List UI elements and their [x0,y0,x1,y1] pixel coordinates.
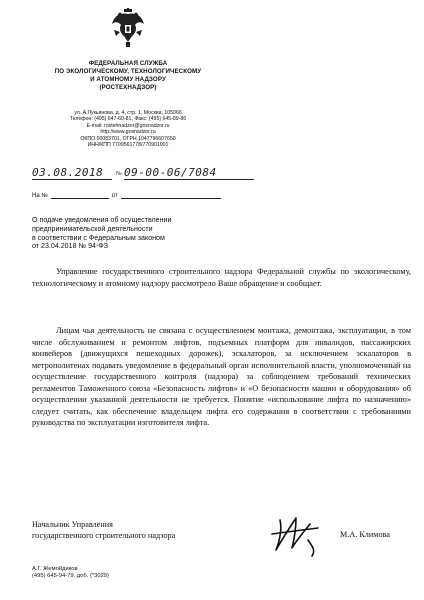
signatory-position-line: государственного строительного надзора [32,531,176,540]
registration-number: 09-00-06/7084 [124,166,254,180]
organization-contacts [38,110,218,148]
subject-line: О подаче уведомления об осуществлении [32,216,172,224]
contact-phone: Телефон: (495) 647-60-81, Факс: (495) 645-89-86 [69,116,187,123]
coat-of-arms-icon [110,8,146,48]
contact-address: ул. А.Лукьянова, д. 4, стр. 1, Москва, 105066 [74,110,182,116]
letter-subject [32,216,232,251]
contact-inn: ИНН/КПП 7709561778/770901001 [87,142,169,149]
org-line: (РОСТЕХНАДЗОР) [99,84,157,91]
body-paragraph-intro: Управление государственного строительного надзора Федеральной службы по экологическому, технологическому и атомному надзору рассмотрело Ваше обращение и сообщает. [32,267,411,288]
signatory-position [32,519,175,541]
subject-line: в соответствии с Федеральным законом [32,233,165,242]
registration-number-mark: № [116,171,122,177]
contact-website: http://www.gosnadzor.ru [100,129,156,136]
org-line: ПО ЭКОЛОГИЧЕСКОМУ, ТЕХНОЛОГИЧЕСКОМУ [54,68,202,75]
organization-name [38,60,218,92]
body-paragraph-main: Лицам чья деятельность не связана с осуществлением монтажа, демонтажа, эксплуатации, в том числе обслуживанием и ремонтом лифтов, подъемных платформ для инвалидов, пассажирских конвейеров (движущихся пешеходных дорожек), эскалаторов, за исключением эскалаторов в метрополитенах подавать уведомление в федеральный орган исполнительной власти, уполномоченный на осуществление государственного контроля (надзора) за соблюдением требований технических регламентов Таможенного союза «Безопасность лифтов» и «О безопасности машин и оборудования» об осуществлении указанной деятельности не требуется. Понятие «использование лифта по назначению» следует считать, как обеспечение владельцем лифта его содержания в соответствии с требованиями руководства по эксплуатации изготовителя лифта. [32,326,411,428]
subject-line: предпринимательской деятельности [32,224,153,233]
reference-no-blank [51,192,109,199]
signatory-position-line: Начальник Управления [32,520,113,529]
executor-phone: (495) 645-94-79, доб. (*3029) [32,573,109,580]
reference-line [32,192,221,199]
org-line: И АТОМНОМУ НАДЗОРУ [90,76,166,83]
contact-okpo: ОКПО 00083701, ОГРН 1047796607650 [80,135,176,142]
reference-from-label: от [111,193,118,199]
handwritten-signature [262,510,334,560]
reference-date-blank [121,192,221,199]
subject-line: от 23.04.2018 № 94-ФЗ [32,242,108,251]
org-line: ФЕДЕРАЛЬНАЯ СЛУЖБА [88,60,168,67]
registration-date: 03.08.2018 [32,166,112,180]
executor-info [32,566,109,581]
signatory-name: М.А. Климова [340,530,390,539]
reference-no-label: На № [32,193,48,199]
executor-name: А.Г. Жемойдиков [32,566,78,572]
contact-email: E-mail: rostehnadzor@gosnadzor.ru [86,122,170,129]
